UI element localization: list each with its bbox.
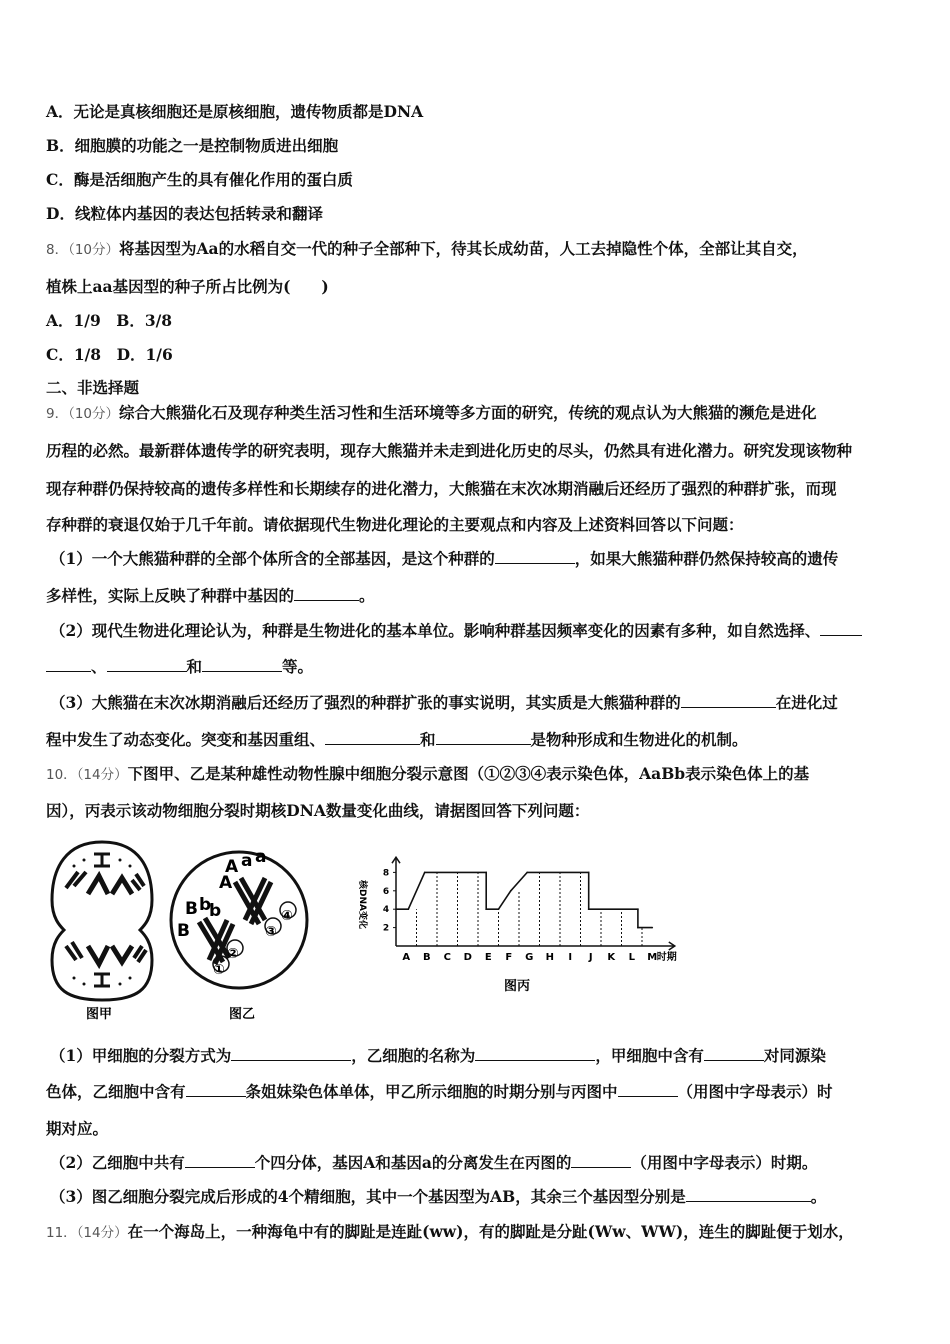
q9-line1 [46,402,817,425]
q9-part3-text-b: 在进化过 [775,693,838,712]
gene-label: b [209,901,222,921]
chart-title: 图丙 [504,979,531,994]
answer-blank[interactable] [571,1153,631,1168]
q10-part1-text-f: 条姐妹染色体单体，甲乙所示细胞的时期分别与丙图中 [245,1082,618,1101]
gene-label: b [199,895,212,915]
y-tick-label: 4 [382,905,390,916]
y-tick-label: 8 [382,868,390,879]
answer-blank[interactable] [618,1082,678,1097]
q10-score: （14分） [76,767,128,783]
gene-label: B [185,899,198,919]
q10-text: 下图甲、乙是某种雄性动物性腺中细胞分裂示意图（①②③④表示染色体，AaBb表示染色体上的基 [127,764,810,783]
data-point [637,927,639,929]
q10-part2-text-c: （用图中字母表示）时期。 [631,1153,818,1172]
data-point [408,908,410,910]
q9-part3-text-d: 和 [420,730,436,749]
q10-number: 10． [46,767,77,783]
answer-blank[interactable] [186,1082,246,1097]
q9-part3-text-e: 是物种形成和生物进化的机制。 [530,730,748,749]
data-point [424,872,426,874]
q9-part2-text-c: 和 [186,657,203,676]
q11-line1 [46,1221,854,1244]
q9-part2 [50,620,862,642]
q8-score: （10分） [68,242,120,258]
q9-text: 综合大熊猫化石及现存种类生活习性和生活环境等多方面的研究，传统的观点认为大熊猫的濒危是进化 [119,403,817,422]
data-point [651,927,653,929]
answer-blank[interactable] [107,657,187,672]
gene-label: a [241,851,253,871]
q8-stem-text: 将基因型为Aa的水稻自交一代的种子全部种下，待其长成幼苗，人工去掉隐性个体，全部让其自交， [119,239,808,258]
answer-blank[interactable] [686,1187,811,1202]
answer-blank[interactable] [475,1046,595,1061]
data-point [510,890,512,892]
q10-part1 [50,1045,826,1067]
chromosome-label: ② [227,946,239,962]
figure-jia-caption: 图甲 [86,1007,113,1022]
q9-line2: 历程的必然。最新群体遗传学的研究表明，现存大熊猫并未走到进化历史的尽头，仍然具有进化潜力。研究发现该物种 [46,441,853,460]
q10-part1-text-d: 对同源染 [763,1046,826,1065]
figure-jia [44,838,162,1020]
q10-part2 [50,1152,817,1174]
data-point [395,908,397,910]
gene-label: A [225,857,239,877]
q11-score: （14分） [76,1225,128,1241]
data-point [526,872,528,874]
x-tick-label: C [443,952,451,963]
y-tick-label: 6 [382,886,390,897]
q9-part3-text-c: 程中发生了动态变化。突变和基因重组、 [46,730,326,749]
chromosome-label: ① [213,962,225,978]
q10-part3-text-a: （3）图乙细胞分裂完成后形成的4个精细胞，其中一个基因型为AB，其余三个基因型分别是 [50,1187,686,1206]
x-tick-label: E [484,952,492,963]
figure-yi [165,838,313,1020]
x-tick-label: M [647,952,658,963]
data-point [485,872,487,874]
q10-part2-text-b: 个四分体，基因A和基因a的分离发生在丙图的 [254,1153,572,1172]
q10-line2: 因），丙表示该动物细胞分裂时期核DNA数量变化曲线，请据图回答下列问题： [46,801,590,820]
x-tick-label: H [545,952,554,963]
answer-blank[interactable] [820,621,862,636]
q10-part3-text-b: 。 [810,1187,827,1206]
q7-option-d: D．线粒体内基因的表达包括转录和翻译 [46,204,323,223]
q10-part1-cont [46,1081,833,1103]
x-tick-label: B [422,952,431,963]
figure-yi-caption: 图乙 [229,1007,256,1022]
x-tick-label: D [463,952,472,963]
q9-line3: 现存种群仍保持较高的遗传多样性和长期续存的进化潜力，大熊猫在末次冰期消融后还经历了强烈的种群扩张，而现 [46,479,837,498]
q9-part2-text-b: 、 [91,657,107,676]
x-tick-label: J [588,952,593,963]
answer-blank[interactable] [704,1046,764,1061]
q7-option-a: A．无论是真核细胞还是原核细胞，遗传物质都是DNA [46,102,424,121]
answer-blank[interactable] [202,657,282,672]
chromosome-label: ③ [265,924,277,940]
q9-line4: 存种群的衰退仅始于几千年前。请依据现代生物进化理论的主要观点和内容及上述资料回答以下问题： [46,515,744,534]
q9-part2-cont [46,656,313,678]
gene-label: B [177,921,190,941]
q10-part1-text-e: 色体，乙细胞中含有 [46,1082,186,1101]
q9-part1-text-a: （1）一个大熊猫种群的全部个体所含的全部基因，是这个种群的 [50,549,495,568]
q7-option-c: C．酶是活细胞产生的具有催化作用的蛋白质 [46,170,353,189]
answer-blank[interactable] [436,730,531,745]
x-tick-label: G [525,952,534,963]
answer-blank[interactable] [231,1046,351,1061]
q8-number: 8． [46,242,69,258]
answer-blank[interactable] [185,1153,255,1168]
q9-part3-cont [46,729,748,751]
q9-part2-text-d: 等。 [282,657,314,676]
answer-blank[interactable] [681,693,776,708]
q10-part1-text-c: ，甲细胞中含有 [595,1046,704,1065]
q10-line1 [46,763,809,786]
x-tick-label: L [628,952,635,963]
q10-part3 [50,1186,826,1208]
q10-part1-end: 期对应。 [46,1119,109,1138]
data-point [588,908,590,910]
q9-part1-text-d: 。 [359,586,375,605]
answer-blank[interactable] [46,657,91,672]
y-axis-label: 核DNA变化 [357,880,367,929]
q11-number: 11． [46,1225,77,1241]
x-tick-label: K [607,952,616,963]
q9-part1 [50,548,838,570]
q9-part3-text-a: （3）大熊猫在末次冰期消融后还经历了强烈的种群扩张的事实说明，其实质是大熊猫种群的 [50,693,681,712]
q7-option-b: B．细胞膜的功能之一是控制物质进出细胞 [46,136,339,155]
data-point [588,872,590,874]
x-tick-label: F [505,952,513,963]
figure-bing-chart [357,850,700,1000]
dna-curve [396,872,652,927]
q10-part2-text-a: （2）乙细胞中共有 [50,1153,185,1172]
q9-number: 9． [46,406,69,422]
q10-part1-text-a: （1）甲细胞的分裂方式为 [50,1046,232,1065]
q10-part1-text-b: ，乙细胞的名称为 [351,1046,476,1065]
data-point [637,908,639,910]
q9-part1-text-b: ，如果大熊猫种群仍然保持较高的遗传 [574,549,839,568]
q8-options-cd: C．1/8 D．1/6 [46,345,173,364]
section-heading: 二、非选择题 [46,378,140,397]
q9-part3 [50,692,838,714]
q9-part1-cont [46,585,375,607]
y-tick-label: 2 [382,923,390,934]
answer-blank[interactable] [325,730,420,745]
q9-score: （10分） [68,406,120,422]
chromosome-label: ④ [281,908,293,924]
gene-label: a [255,847,267,867]
q10-part1-text-g: （用图中字母表示）时 [677,1082,833,1101]
q8-stem-line1 [46,238,808,261]
data-point [485,908,487,910]
answer-blank[interactable] [495,549,575,564]
x-axis-label: 时期 [656,952,677,963]
x-tick-label: I [568,952,573,963]
q11-text: 在一个海岛上，一种海龟中有的脚趾是连趾(ww)，有的脚趾是分趾(Ww、WW)，连生的脚趾便于划水， [127,1222,854,1241]
q8-stem-line2: 植株上aa基因型的种子所占比例为( ) [46,277,329,296]
gene-label: A [219,873,233,893]
q9-part2-text-a: （2）现代生物进化理论认为，种群是生物进化的基本单位。影响种群基因频率变化的因素有多种，如自然选择、 [50,621,821,640]
answer-blank[interactable] [294,586,359,601]
x-tick-label: A [402,952,411,963]
q9-part1-text-c: 多样性，实际上反映了种群中基因的 [46,586,295,605]
data-point [498,908,500,910]
q8-options-ab: A．1/9 B．3/8 [46,311,173,330]
